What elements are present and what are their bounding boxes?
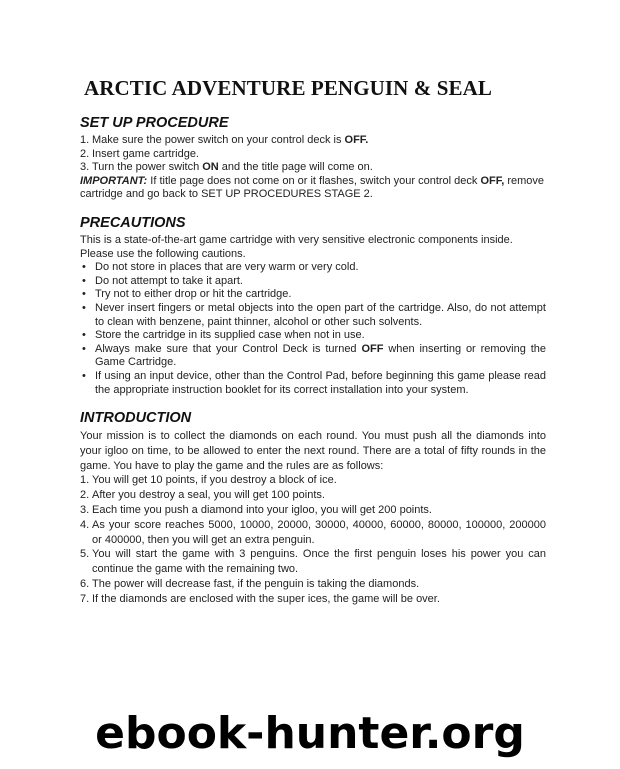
rule-item bbox=[80, 503, 546, 518]
document-title: ARCTIC ADVENTURE PENGUIN & SEAL bbox=[84, 76, 492, 100]
rule-item bbox=[80, 592, 546, 607]
rule-text: You will start the game with 3 penguins. Once the first penguin loses his power you can continue the game with the remaining two. bbox=[92, 548, 546, 576]
step-text-pre: Turn the power switch bbox=[92, 161, 203, 174]
step-number: 1. bbox=[80, 134, 90, 146]
rule-text: Each time you push a diamond into your igloo, you will get 200 points. bbox=[92, 504, 432, 517]
precaution-text bbox=[95, 288, 546, 302]
precaution-text-pre: Try not to either drop or hit the cartridge. bbox=[95, 288, 292, 301]
bullet-icon: • bbox=[82, 261, 86, 274]
precaution-text-pre: Do not store in places that are very warm or very cold. bbox=[95, 261, 359, 274]
setup-step bbox=[80, 161, 546, 175]
bullet-icon: • bbox=[82, 342, 86, 355]
important-label: IMPORTANT: bbox=[80, 174, 148, 187]
important-text-bold: OFF, bbox=[480, 174, 505, 187]
step-text-bold: ON bbox=[202, 161, 219, 174]
step-text-bold: OFF. bbox=[344, 134, 369, 146]
precaution-text-bold: OFF bbox=[361, 342, 384, 355]
precautions-section bbox=[80, 215, 546, 397]
precaution-item bbox=[80, 288, 546, 302]
rule-text: The power will decrease fast, if the penguin is taking the diamonds. bbox=[92, 578, 420, 591]
precaution-text bbox=[95, 370, 546, 397]
rule-number: 5. bbox=[80, 548, 90, 561]
precaution-text-pre: Always make sure that your Control Deck is turned bbox=[95, 342, 362, 355]
important-text-pre: If title page does not come on or it flashes, switch your control deck bbox=[147, 174, 481, 187]
watermark-text: ebook-hunter.org bbox=[95, 708, 525, 759]
important-text-post: remove cartridge and go back to SET UP PROCEDURES STAGE 2. bbox=[80, 174, 545, 201]
precaution-item bbox=[80, 343, 546, 370]
precaution-item bbox=[80, 329, 546, 343]
rule-number: 2. bbox=[80, 489, 90, 502]
precautions-list bbox=[80, 261, 546, 397]
introduction-body: Your mission is to collect the diamonds on each round. You must push all the diamonds into your igloo on time, to be allowed to enter the next round. There are a total of fifty rounds in the game. You have to play the game and the rules are as follows: bbox=[80, 430, 546, 472]
precautions-heading: PRECAUTIONS bbox=[80, 214, 186, 231]
setup-step bbox=[80, 148, 546, 162]
setup-section bbox=[80, 115, 546, 202]
bullet-icon: • bbox=[82, 329, 86, 342]
introduction-heading: INTRODUCTION bbox=[80, 410, 192, 427]
rule-item bbox=[80, 577, 546, 592]
precaution-item bbox=[80, 261, 546, 275]
precautions-please: Please use the following cautions. bbox=[80, 247, 246, 260]
step-text bbox=[92, 161, 546, 175]
precaution-item bbox=[80, 302, 546, 329]
rule-text: You will get 10 points, if you destroy a block of ice. bbox=[92, 474, 337, 487]
step-text-post: and the title page will come on. bbox=[218, 161, 373, 174]
rule-number: 1. bbox=[80, 474, 90, 487]
precautions-intro: This is a state-of-the-art game cartridge with very sensitive electronic components inside. bbox=[80, 233, 513, 246]
rule-text: If the diamonds are enclosed with the super ices, the game will be over. bbox=[92, 592, 440, 605]
step-text-pre: Make sure the power switch on your control deck is bbox=[92, 134, 345, 146]
precaution-item bbox=[80, 370, 546, 397]
rule-item bbox=[80, 473, 546, 488]
bullet-icon: • bbox=[82, 301, 86, 314]
precaution-text bbox=[95, 261, 546, 275]
step-text bbox=[92, 148, 546, 162]
rule-item bbox=[80, 518, 546, 548]
bullet-icon: • bbox=[82, 369, 86, 382]
rule-number: 3. bbox=[80, 504, 90, 517]
precaution-text bbox=[95, 275, 546, 289]
setup-steps-list bbox=[80, 134, 546, 175]
rule-text: After you destroy a seal, you will get 100 points. bbox=[92, 489, 325, 502]
step-number: 3. bbox=[80, 161, 90, 174]
step-text-pre: Insert game cartridge. bbox=[92, 147, 199, 160]
manual-page bbox=[80, 76, 546, 620]
precaution-text-pre: Store the cartridge in its supplied case when not in use. bbox=[95, 329, 365, 342]
setup-heading: SET UP PROCEDURE bbox=[80, 115, 229, 131]
rule-number: 4. bbox=[80, 518, 90, 531]
precaution-text-post: when inserting or removing the Game Cartridge. bbox=[95, 342, 547, 369]
rule-item bbox=[80, 488, 546, 503]
precaution-item bbox=[80, 275, 546, 289]
precaution-text-pre: Never insert fingers or metal objects into the open part of the cartridge. Also, do not attempt to clean with benzene, paint thinner, alcohol or other such solvents. bbox=[95, 301, 546, 328]
precaution-text bbox=[95, 329, 546, 343]
precaution-text-pre: Do not attempt to take it apart. bbox=[95, 274, 243, 287]
bullet-icon: • bbox=[82, 274, 86, 287]
rule-number: 6. bbox=[80, 578, 90, 591]
introduction-section bbox=[80, 410, 546, 607]
setup-step bbox=[80, 134, 546, 148]
bullet-icon: • bbox=[82, 288, 86, 301]
important-note bbox=[80, 175, 546, 202]
step-text bbox=[92, 134, 546, 148]
rules-list bbox=[80, 473, 546, 606]
precaution-text bbox=[95, 343, 546, 370]
rule-number: 7. bbox=[80, 592, 90, 605]
rule-text: As your score reaches 5000, 10000, 20000, 30000, 40000, 60000, 80000, 100000, 200000 or 400000, then you will get an extra penguin. bbox=[92, 518, 546, 546]
step-number: 2. bbox=[80, 147, 90, 160]
rule-item bbox=[80, 547, 546, 577]
precaution-text-pre: If using an input device, other than the Control Pad, before beginning this game please read the appropriate instruction booklet for its correct installation into your system. bbox=[95, 369, 546, 396]
precaution-text bbox=[95, 302, 546, 329]
